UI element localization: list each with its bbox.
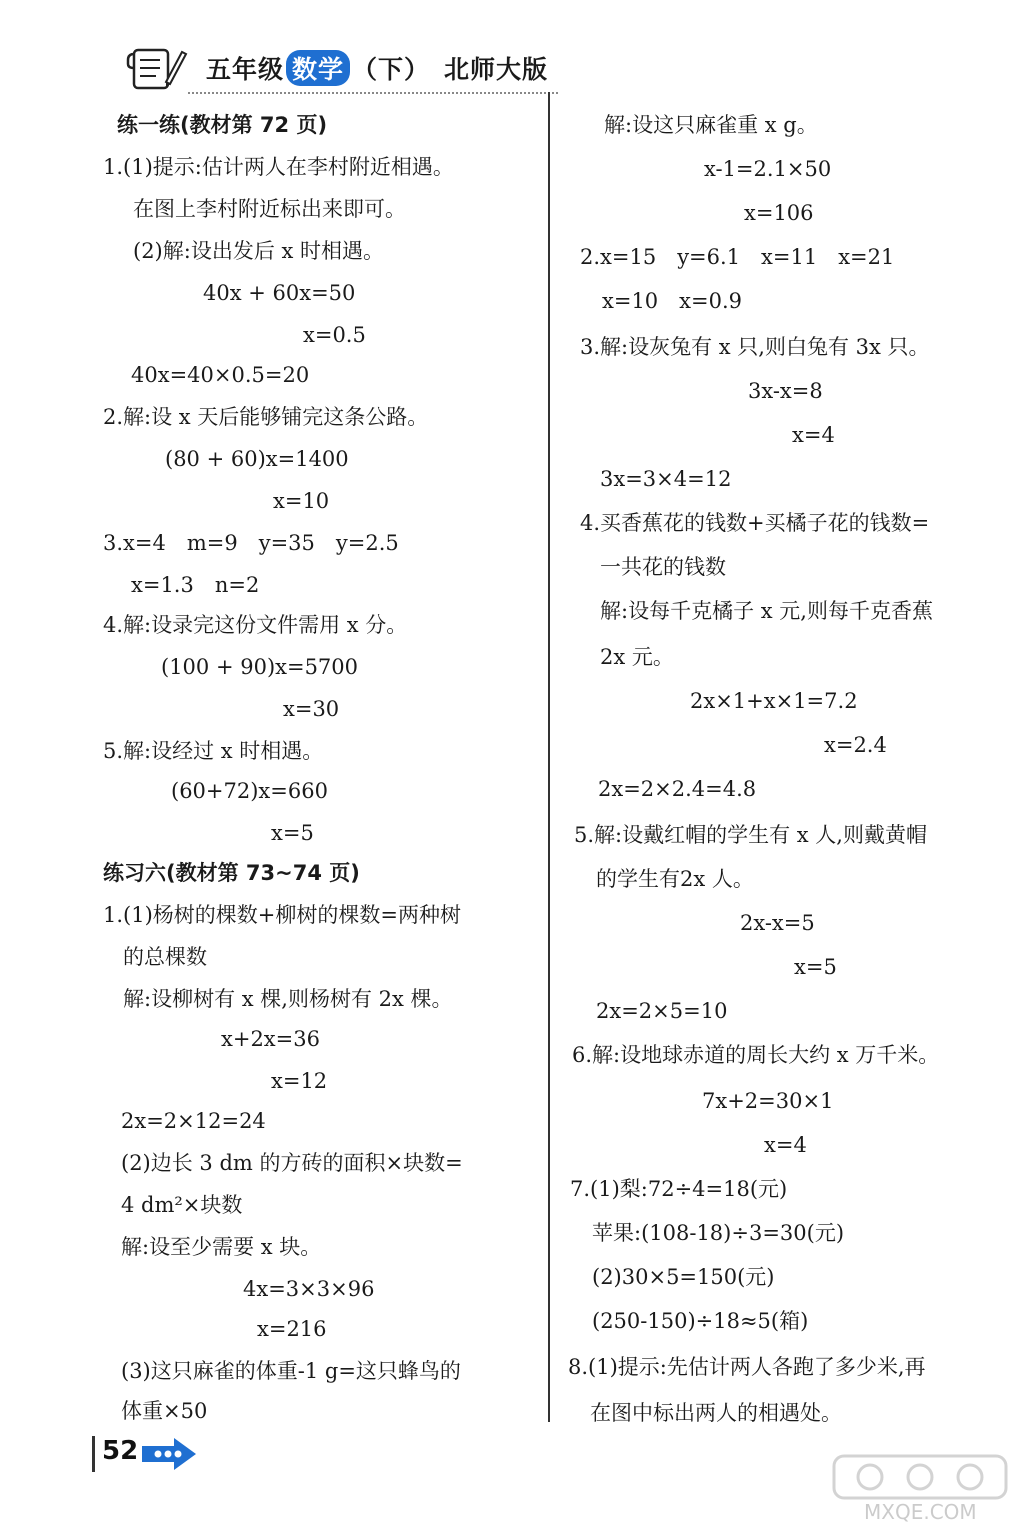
book-title (206, 50, 548, 86)
text-line: 4x=3×3×96 (243, 1277, 375, 1301)
text-line: x=2.4 (824, 733, 887, 757)
text-line: x=0.5 (303, 323, 366, 347)
arrow-right-icon (138, 1436, 198, 1472)
text-line: 体重×50 (121, 1399, 208, 1423)
text-line: (80 + 60)x=1400 (165, 447, 349, 471)
text-line: 解:设柳树有 x 棵,则杨树有 2x 棵。 (123, 987, 453, 1011)
text-line: x=106 (744, 201, 814, 225)
page-header (118, 40, 558, 96)
text-line: 3x-x=8 (748, 379, 823, 403)
subject-badge: 数学 (286, 50, 350, 86)
watermark-logo (830, 1452, 1010, 1528)
text-line: 2x 元。 (600, 645, 674, 669)
header-rule (188, 92, 558, 94)
text-line: x=216 (257, 1317, 327, 1341)
text-line: 解:设这只麻雀重 x g。 (604, 113, 818, 137)
page-footer (88, 1432, 208, 1476)
section-heading: 练一练(教材第 72 页) (117, 113, 328, 137)
text-line: x=5 (271, 821, 314, 845)
text-line: x=12 (271, 1069, 328, 1093)
watermark-text: MXQE.COM (864, 1500, 977, 1524)
text-line: 1.(1)提示:估计两人在李村附近相遇。 (103, 155, 454, 179)
text-line: 3.解:设灰兔有 x 只,则白兔有 3x 只。 (580, 335, 930, 359)
text-line: 2.x=15 y=6.1 x=11 x=21 (580, 245, 895, 269)
text-line: 40x + 60x=50 (203, 281, 356, 305)
text-line: 7.(1)梨:72÷4=18(元) (570, 1177, 788, 1201)
text-line: x=30 (283, 697, 340, 721)
section-heading: 练习六(教材第 73~74 页) (103, 861, 360, 885)
text-line: 2x×1+x×1=7.2 (690, 689, 858, 713)
text-line: 苹果:(108-18)÷3=30(元) (592, 1221, 845, 1245)
text-line: 解:设每千克橘子 x 元,则每千克香蕉 (600, 599, 933, 623)
text-line: (100 + 90)x=5700 (161, 655, 359, 679)
watermark-mark-icon (830, 1452, 1010, 1502)
footer-bar (92, 1436, 95, 1472)
text-line: x=4 (792, 423, 835, 447)
text-line: 2x=2×2.4=4.8 (598, 777, 757, 801)
term-label: （下） (352, 55, 431, 84)
text-line: x+2x=36 (221, 1027, 320, 1051)
text-line: 5.解:设经过 x 时相遇。 (103, 739, 324, 763)
text-line: x=5 (794, 955, 837, 979)
page-number: 52 (102, 1436, 139, 1466)
text-line: x=4 (764, 1133, 807, 1157)
text-line: (2)解:设出发后 x 时相遇。 (133, 239, 385, 263)
text-line: 在图上李村附近标出来即可。 (133, 197, 406, 221)
text-line: 1.(1)杨树的棵数+柳树的棵数=两种树 (103, 903, 461, 927)
text-line: (2)边长 3 dm 的方砖的面积×块数= (121, 1151, 463, 1175)
text-line: 4.买香蕉花的钱数+买橘子花的钱数= (580, 511, 930, 535)
text-line: 7x+2=30×1 (702, 1089, 834, 1113)
text-line: 4.解:设录完这份文件需用 x 分。 (103, 613, 408, 637)
scroll-pencil-icon (126, 42, 188, 96)
text-line: 2x=2×5=10 (596, 999, 728, 1023)
text-line: 40x=40×0.5=20 (131, 363, 310, 387)
text-line: 的总棵数 (123, 945, 207, 969)
text-line: (3)这只麻雀的体重-1 g=这只蜂鸟的 (121, 1359, 461, 1383)
text-line: (2)30×5=150(元) (592, 1265, 775, 1289)
text-line: 3.x=4 m=9 y=35 y=2.5 (103, 531, 399, 555)
text-line: x-1=2.1×50 (704, 157, 832, 181)
text-line: x=1.3 n=2 (131, 573, 260, 597)
text-line: (250-150)÷18≈5(箱) (592, 1309, 809, 1333)
text-line: 6.解:设地球赤道的周长大约 x 万千米。 (572, 1043, 940, 1067)
text-line: 2x-x=5 (740, 911, 815, 935)
text-line: 5.解:设戴红帽的学生有 x 人,则戴黄帽 (574, 823, 927, 847)
text-line: 一共花的钱数 (600, 555, 726, 579)
text-line: 解:设至少需要 x 块。 (121, 1235, 322, 1259)
text-line: 3x=3×4=12 (600, 467, 732, 491)
text-line: 4 dm²×块数 (121, 1193, 243, 1217)
column-divider (548, 92, 550, 1422)
grade-label: 五年级 (206, 55, 285, 84)
text-line: 的学生有2x 人。 (596, 867, 754, 891)
text-line: 在图中标出两人的相遇处。 (590, 1401, 842, 1425)
text-line: x=10 x=0.9 (602, 289, 742, 313)
text-line: 2.解:设 x 天后能够铺完这条公路。 (103, 405, 429, 429)
edition-label: 北师大版 (444, 55, 549, 84)
text-line: 8.(1)提示:先估计两人各跑了多少米,再 (568, 1355, 926, 1379)
text-line: 2x=2×12=24 (121, 1109, 266, 1133)
text-line: x=10 (273, 489, 330, 513)
text-line: (60+72)x=660 (171, 779, 328, 803)
